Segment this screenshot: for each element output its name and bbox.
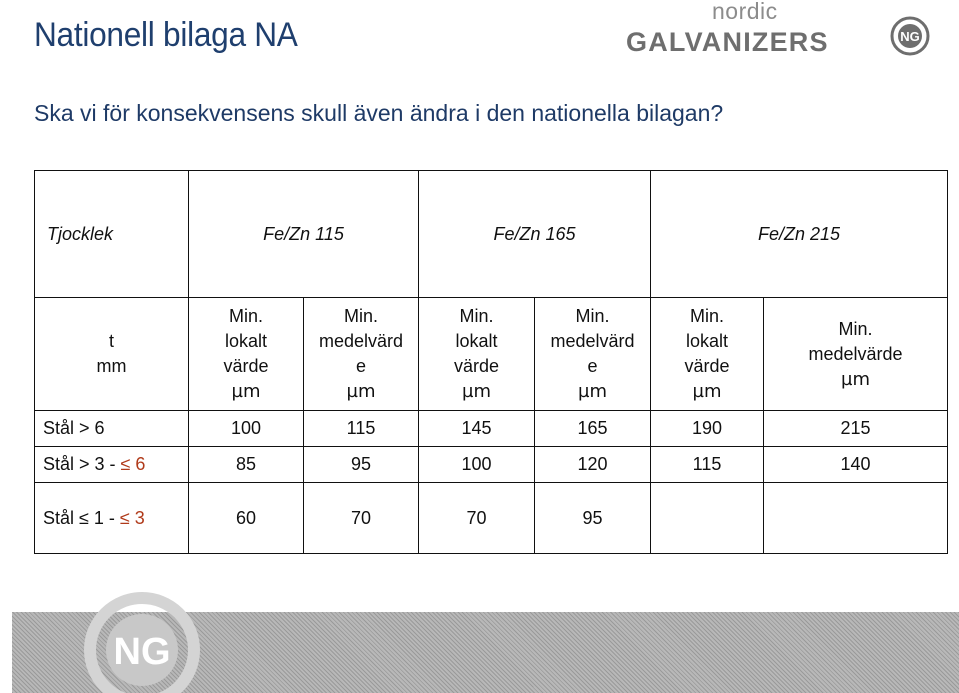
sub-header-line: Min. xyxy=(838,318,873,339)
table-cell: 140 xyxy=(764,447,948,483)
table-row xyxy=(35,447,948,483)
coating-thickness-table xyxy=(34,170,948,554)
table-cell: 165 xyxy=(535,411,651,447)
ng-watermark-logo-icon xyxy=(82,590,202,693)
sub-header-line: e xyxy=(587,356,598,376)
sub-header-line: Min. xyxy=(228,306,263,326)
sub-header-line: t xyxy=(108,331,114,351)
ng-circle-logo-icon xyxy=(890,16,930,56)
sub-header-line: mm xyxy=(96,356,127,376)
group-header-fezn215: Fe/Zn 215 xyxy=(651,171,948,298)
sub-header-line: µm xyxy=(578,381,607,402)
sub-header-cell xyxy=(419,298,535,411)
sub-header-cell xyxy=(304,298,419,411)
sub-header-line: Min. xyxy=(575,306,610,326)
sub-header-cell xyxy=(35,298,189,411)
page-title: Nationell bilaga NA xyxy=(34,16,298,54)
sub-header-line: Min. xyxy=(690,306,725,326)
sub-header-line: lokalt xyxy=(224,331,268,351)
table-cell: 95 xyxy=(304,447,419,483)
table-cell: 120 xyxy=(535,447,651,483)
brand-logo xyxy=(626,2,936,72)
table-row xyxy=(35,411,948,447)
sub-header-line: medelvärd xyxy=(318,331,404,351)
svg-text:NG: NG xyxy=(113,631,171,673)
table-cell: 115 xyxy=(304,411,419,447)
row-label-text: Stål > 6 xyxy=(43,418,105,438)
sub-header-line: medelvärd xyxy=(550,331,635,351)
sub-header-line: µm xyxy=(841,368,871,390)
sub-header-row xyxy=(35,298,948,411)
sub-header-cell xyxy=(189,298,304,411)
row-label-limit: ≤ 3 xyxy=(119,507,145,528)
sub-header-line: µm xyxy=(692,381,722,402)
table-cell xyxy=(764,483,948,554)
group-header-fezn165: Fe/Zn 165 xyxy=(419,171,651,298)
sub-header-line: µm xyxy=(231,381,261,402)
table-cell: 190 xyxy=(651,411,764,447)
table-cell: 85 xyxy=(189,447,304,483)
table-cell: 70 xyxy=(419,483,535,554)
sub-header-cell xyxy=(651,298,764,411)
group-header-thickness: Tjocklek xyxy=(35,171,189,298)
sub-header-line: Min. xyxy=(343,306,378,326)
sub-header-line: µm xyxy=(346,381,376,402)
table-cell: 95 xyxy=(535,483,651,554)
table-cell: 100 xyxy=(189,411,304,447)
question-text: Ska vi för konsekvensens skull även ändra i den nationella bilagan? xyxy=(34,100,724,126)
row-label xyxy=(35,447,189,483)
sub-header-line: lokalt xyxy=(455,331,498,351)
table-cell: 215 xyxy=(764,411,948,447)
row-label-text: Stål ≤ 1 - xyxy=(43,507,120,528)
sub-header-cell xyxy=(535,298,651,411)
sub-header-line: värde xyxy=(684,356,730,376)
row-label xyxy=(35,483,189,554)
row-label xyxy=(35,411,189,447)
sub-header-line: värde xyxy=(223,356,269,376)
brand-line-2: GALVANIZERS xyxy=(626,27,829,57)
table-cell: 100 xyxy=(419,447,535,483)
table-cell: 70 xyxy=(304,483,419,554)
sub-header-line: lokalt xyxy=(686,331,729,351)
sub-header-line: värde xyxy=(453,356,500,376)
sub-header-line: µm xyxy=(462,381,491,402)
sub-header-line: Min. xyxy=(459,306,494,326)
svg-text:NG: NG xyxy=(900,29,920,44)
table-cell: 145 xyxy=(419,411,535,447)
table-row xyxy=(35,483,948,554)
brand-line-1: nordic xyxy=(712,0,778,24)
table-cell: 60 xyxy=(189,483,304,554)
sub-header-line: medelvärde xyxy=(808,343,903,364)
group-header-row xyxy=(35,171,948,298)
row-label-text: Stål > 3 - xyxy=(43,454,121,474)
row-label-limit: ≤ 6 xyxy=(120,454,146,474)
table-cell: 115 xyxy=(651,447,764,483)
table-cell xyxy=(651,483,764,554)
group-header-fezn115: Fe/Zn 115 xyxy=(189,171,419,298)
sub-header-line: e xyxy=(355,356,366,376)
sub-header-cell xyxy=(764,298,948,411)
